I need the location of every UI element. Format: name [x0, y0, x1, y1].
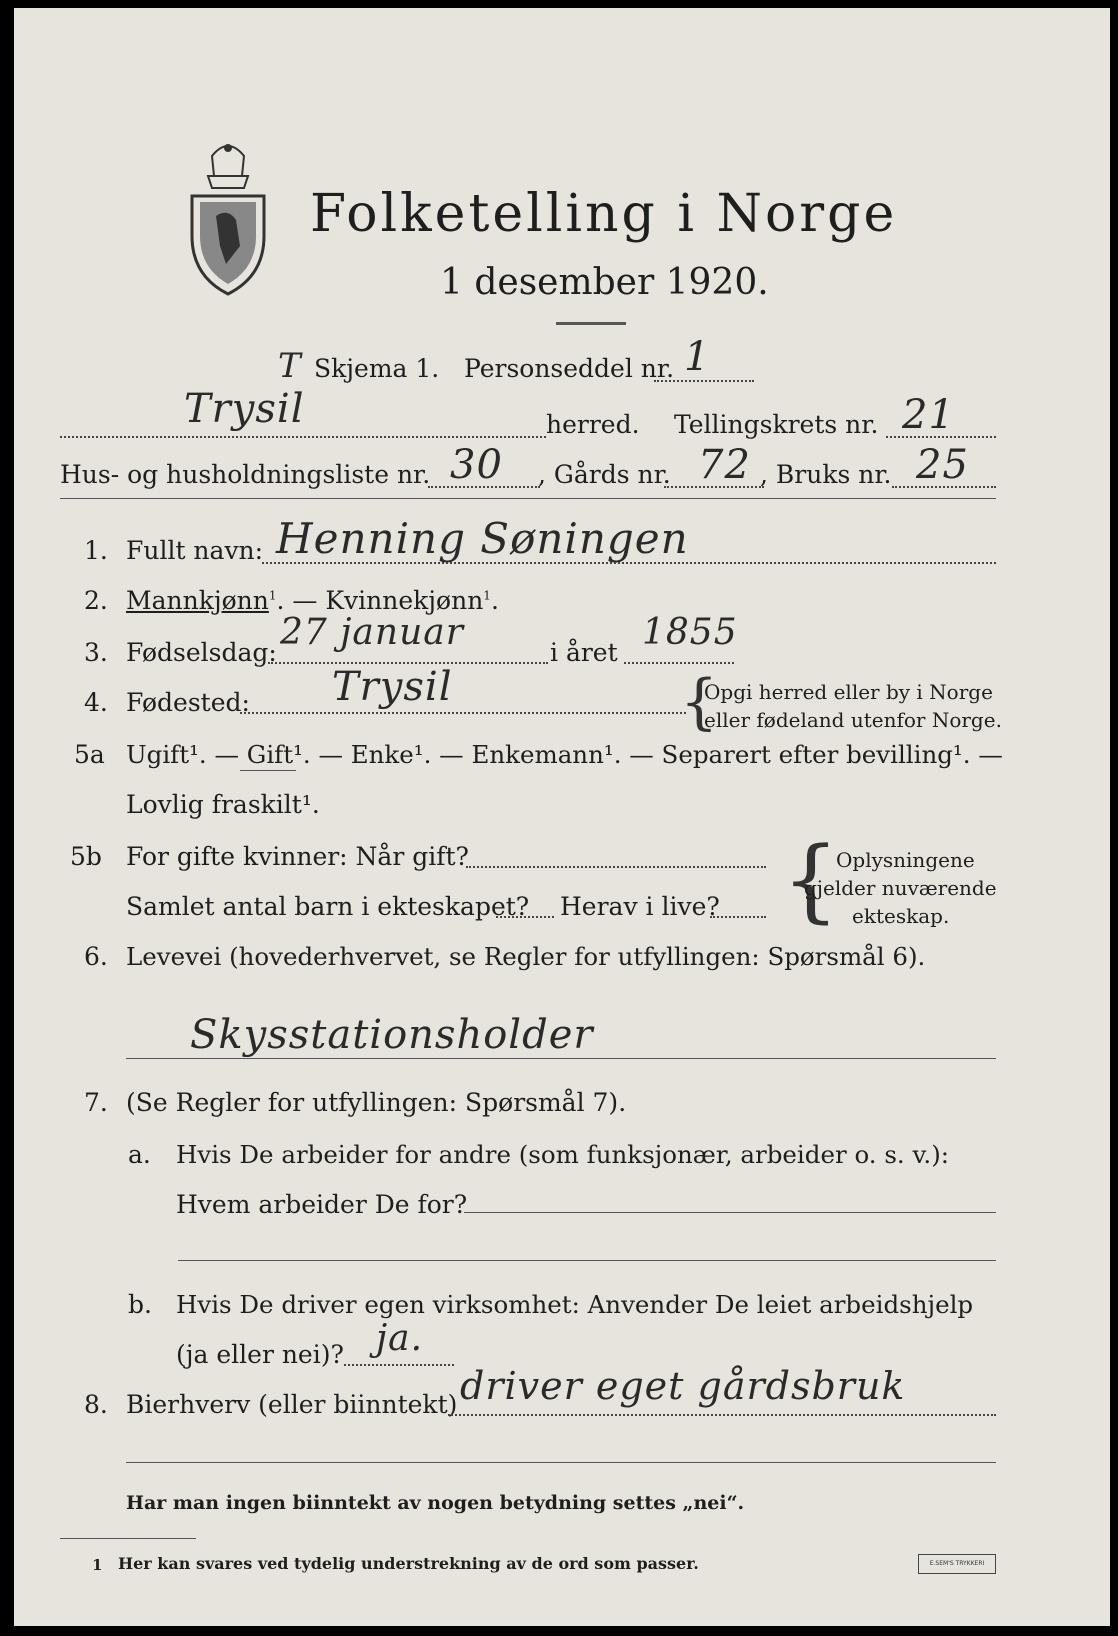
personseddel-value: 1 — [684, 334, 711, 380]
q1-full-name: Henning Søningen — [276, 514, 689, 563]
q4-note-2: eller fødeland utenfor Norge. — [704, 708, 1002, 732]
tellingskrets-label: Tellingskrets nr. — [674, 410, 879, 439]
footnote-text: Her kan svares ved tydelig understrekning av de ord som passer. — [118, 1554, 699, 1573]
q5a-line-1: Ugift¹. — Gift¹. — Enke¹. — Enkemann¹. — Separert efter bevilling¹. — — [126, 740, 1003, 769]
q7b-answer: ja. — [376, 1318, 424, 1359]
q3-birthday: 27 januar — [280, 612, 464, 653]
q6-occupation: Skysstationsholder — [190, 1012, 594, 1058]
q7b-letter: b. — [128, 1290, 152, 1319]
q2-male: Mannkjønn — [126, 586, 269, 615]
form-date: 1 desember 1920. — [440, 262, 769, 303]
q7b-line-1: Hvis De driver egen virksomhet: Anvender De leiet arbeidshjelp — [176, 1290, 974, 1319]
q1-number: 1. — [84, 536, 108, 565]
q3-label: Fødselsdag: — [126, 638, 277, 667]
hus-value: 30 — [450, 442, 503, 488]
printer-stamp: E.SEM'S TRYKKERI — [918, 1554, 996, 1574]
gift-underline — [240, 770, 296, 771]
q7a-line-2: Hvem arbeider De for? — [176, 1190, 468, 1219]
q5b-line-2b: Herav i live? — [560, 892, 720, 921]
q7-number: 7. — [84, 1088, 108, 1117]
form-title: Folketelling i Norge — [310, 184, 898, 244]
q8-label: Bierhverv (eller biinntekt) — [126, 1390, 458, 1419]
q8-number: 8. — [84, 1390, 108, 1419]
bruks-value: 25 — [916, 442, 969, 488]
q1-label: Fullt navn: — [126, 536, 264, 565]
title-rule — [556, 322, 626, 325]
q7b-line-2: (ja eller nei)? — [176, 1340, 344, 1369]
q2-female: Kvinnekjønn — [325, 586, 484, 615]
handwritten-t-mark: T — [278, 346, 302, 386]
coat-of-arms-icon — [182, 136, 274, 296]
census-form: Folketelling i Norge 1 desember 1920. T Skjema 1. Personseddel nr. 1 Trysil herred. Tellingskrets nr. 21 Hus- og husholdningsliste nr. 30 , Gårds nr. 72 , Bruks nr. 25 1. Fullt navn: Henning Søningen 2. Mannkjønn$^1$. — Kvinnekjønn$^1$. 3. Fødselsdag: 27 januar i året 1855 4. Fødested: Trysil { Opgi herred eller by i Norge eller fødeland utenfor Norge. 5a Ugift¹. — Gift¹. — Enke¹. — Enkemann¹. — Separert efter bevilling¹. — Lovlig fraskilt¹. 5b For gifte kvinner: Når gift? Samlet antal barn i ekteskapet? Herav i live? { Oplysningene gjelder nuværende ekteskap. 6. Levevei (hovederhvervet, se Regler for utfyllingen: Spørsmål 6). Skysstationsholder 7. (Se Regler for utfyllingen: Spørsmål 7). a. Hvis De arbeider for andre (som funksjonær, arbeider o. s. v.): Hvem arbeider De for? b. Hvis De driver egen virksomhet: Anvender De leiet arbeidshjelp (ja eller nei)? ja. 8. Bierhverv (eller biinntekt) driver eget gårdsbruk Har man ingen biinntekt av nogen betydning settes „nei“. 1 Her kan svares ved tydelig understrekning av de ord som passer. E.SEM'S TRYKKERI — [14, 8, 1110, 1626]
gards-value: 72 — [698, 442, 751, 488]
q6-label: Levevei (hovederhvervet, se Regler for utfyllingen: Spørsmål 6). — [126, 942, 926, 971]
q4-label: Fødested: — [126, 688, 250, 717]
herred-label: herred. — [546, 410, 640, 439]
gards-label: , Gårds nr. — [538, 460, 671, 489]
bruks-label: , Bruks nr. — [760, 460, 892, 489]
q3-number: 3. — [84, 638, 108, 667]
q4-note-1: Opgi herred eller by i Norge — [704, 680, 993, 704]
q5b-note-3: ekteskap. — [852, 904, 950, 928]
personseddel-label: Personseddel nr. — [464, 354, 675, 383]
q7-label: (Se Regler for utfyllingen: Spørsmål 7). — [126, 1088, 627, 1117]
hus-label: Hus- og husholdningsliste nr. — [60, 460, 431, 489]
q6-number: 6. — [84, 942, 108, 971]
q5b-line-1: For gifte kvinner: Når gift? — [126, 842, 469, 871]
q7a-line-1: Hvis De arbeider for andre (som funksjonær, arbeider o. s. v.): — [176, 1140, 950, 1169]
q3-birth-year: 1855 — [642, 612, 738, 653]
tellingskrets-value: 21 — [902, 392, 955, 438]
q3-year-label: i året — [550, 638, 618, 667]
q4-number: 4. — [84, 688, 108, 717]
q2-gender-options: Mannkjønn$^1$. — Kvinnekjønn$^1$. — [126, 586, 499, 615]
q5a-number: 5a — [74, 740, 105, 769]
q5b-line-2a: Samlet antal barn i ekteskapet? — [126, 892, 530, 921]
footnote-number: 1 — [92, 1556, 103, 1574]
schema-label: Skjema 1. — [314, 354, 440, 383]
footer-note: Har man ingen biinntekt av nogen betydning settes „nei“. — [126, 1492, 745, 1514]
q5a-line-2: Lovlig fraskilt¹. — [126, 790, 320, 819]
q2-number: 2. — [84, 586, 108, 615]
q8-side-income: driver eget gårdsbruk — [460, 1364, 906, 1408]
q5b-number: 5b — [70, 842, 102, 871]
q5b-note-1: Oplysningene — [836, 848, 975, 872]
herred-value: Trysil — [184, 386, 305, 432]
q4-birthplace: Trysil — [332, 664, 453, 710]
q5b-note-2: gjelder nuværende — [804, 876, 997, 900]
q7a-letter: a. — [128, 1140, 151, 1169]
